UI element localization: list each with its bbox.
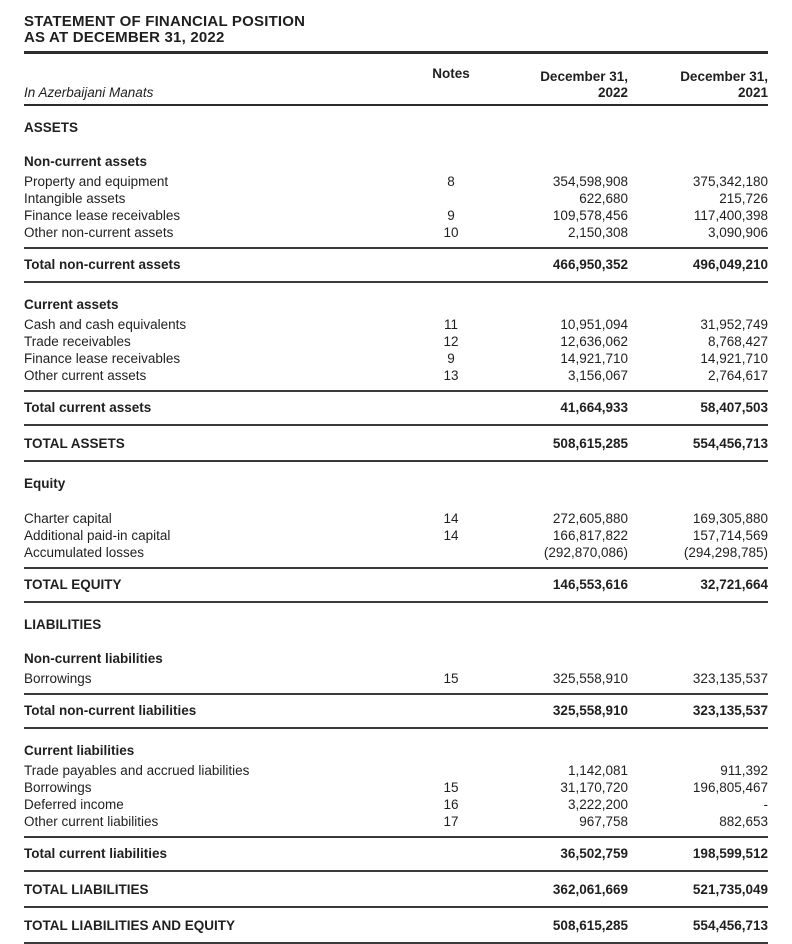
table-row — [24, 173, 768, 190]
page-title-line2: AS AT DECEMBER 31, 2022 — [24, 29, 225, 46]
cell-v2022: 1,142,081 — [567, 762, 628, 778]
table-row — [24, 224, 768, 241]
table-row — [24, 762, 768, 779]
cell-note: 8 — [447, 173, 455, 189]
cell-note — [420, 846, 482, 862]
cell-label: Additional paid-in capital — [24, 527, 171, 543]
cell-v2021: 32,721,664 — [700, 577, 768, 592]
cell-label: Cash and cash equivalents — [24, 316, 187, 332]
cell-v2021 — [628, 476, 768, 492]
cell-note: 12 — [443, 333, 459, 349]
cell-note — [420, 476, 482, 492]
cell-v2021 — [628, 651, 768, 667]
cell-v2021: 31,952,749 — [700, 316, 768, 332]
total-row — [24, 693, 768, 729]
column-header-dec-2022-line1: December 31, — [540, 69, 628, 84]
cell-note: 14 — [443, 527, 459, 543]
table-column-header — [24, 66, 768, 106]
cell-v2022: 31,170,720 — [560, 779, 628, 795]
cell-note — [420, 651, 482, 667]
cell-v2022 — [482, 154, 628, 170]
cell-v2022: 146,553,616 — [552, 577, 628, 592]
cell-label: Current assets — [24, 297, 119, 312]
page-title-line1: STATEMENT OF FINANCIAL POSITION — [24, 13, 306, 30]
cell-note: 15 — [443, 670, 459, 686]
page-title — [24, 14, 768, 46]
cell-note — [420, 154, 482, 170]
cell-label: Deferred income — [24, 796, 124, 812]
table-row — [24, 207, 768, 224]
cell-v2022 — [482, 617, 628, 633]
cell-v2022: 272,605,880 — [552, 510, 628, 526]
group-row — [24, 651, 768, 667]
cell-v2021: 14,921,710 — [700, 350, 768, 366]
cell-note: 15 — [443, 779, 459, 795]
section-row — [24, 476, 768, 492]
cell-label: Other current liabilities — [24, 813, 159, 829]
cell-v2022: 36,502,759 — [560, 846, 628, 861]
cell-note — [420, 743, 482, 759]
cell-v2021: (294,298,785) — [683, 544, 768, 560]
cell-v2021: 8,768,427 — [707, 333, 768, 349]
cell-v2022: 325,558,910 — [552, 670, 628, 686]
cell-v2022: 967,758 — [579, 813, 628, 829]
cell-v2021: 911,392 — [720, 762, 768, 778]
cell-label: Borrowings — [24, 779, 92, 795]
table-row — [24, 779, 768, 796]
cell-label: TOTAL LIABILITIES AND EQUITY — [24, 918, 236, 933]
cell-note — [420, 882, 482, 898]
cell-v2021: 323,135,537 — [692, 703, 768, 718]
cell-v2021: 58,407,503 — [700, 400, 768, 415]
table-row — [24, 796, 768, 813]
cell-label: Current liabilities — [24, 743, 135, 758]
cell-label: Other non-current assets — [24, 224, 174, 240]
cell-v2021: 2,764,617 — [707, 367, 768, 383]
cell-note — [420, 436, 482, 452]
cell-label: Total non-current liabilities — [24, 703, 197, 718]
cell-v2022: 14,921,710 — [560, 350, 628, 366]
cell-v2021: 169,305,880 — [692, 510, 768, 526]
cell-v2021 — [628, 617, 768, 633]
grandtotal-row — [24, 872, 768, 908]
cell-label: LIABILITIES — [24, 617, 102, 632]
table-row — [24, 316, 768, 333]
cell-v2021: 215,726 — [719, 190, 768, 206]
cell-v2022: 10,951,094 — [560, 316, 628, 332]
cell-label: Charter capital — [24, 510, 112, 526]
cell-label: TOTAL LIABILITIES — [24, 882, 149, 897]
cell-label: Trade receivables — [24, 333, 131, 349]
column-header-dec-2021-line2: 2021 — [737, 85, 768, 100]
group-row — [24, 743, 768, 759]
cell-label: ASSETS — [24, 120, 79, 135]
cell-v2022: 622,680 — [579, 190, 628, 206]
statement-table-body — [24, 106, 768, 944]
total-row — [24, 247, 768, 283]
cell-v2021: 117,400,398 — [693, 207, 768, 223]
cell-note: 9 — [447, 207, 455, 223]
cell-v2022: 41,664,933 — [560, 400, 628, 415]
cell-note — [420, 918, 482, 934]
column-header-dec-2022 — [482, 69, 628, 101]
table-row — [24, 350, 768, 367]
cell-note: 14 — [443, 510, 459, 526]
cell-v2022: 362,061,669 — [552, 882, 628, 897]
cell-label: Borrowings — [24, 670, 92, 686]
cell-v2022: 109,578,456 — [552, 207, 628, 223]
cell-label: Equity — [24, 476, 66, 491]
cell-v2022: (292,870,086) — [543, 544, 628, 560]
cell-label: Total non-current assets — [24, 257, 181, 272]
cell-label: Finance lease receivables — [24, 350, 181, 366]
group-row — [24, 154, 768, 170]
cell-note — [420, 763, 482, 779]
cell-v2022: 12,636,062 — [560, 333, 628, 349]
cell-note: 16 — [443, 796, 459, 812]
section-row — [24, 120, 768, 136]
cell-note — [420, 617, 482, 633]
column-header-dec-2021 — [628, 69, 768, 101]
cell-v2022: 508,615,285 — [552, 436, 628, 451]
cell-v2022: 166,817,822 — [552, 527, 628, 543]
cell-v2021 — [628, 154, 768, 170]
section-row — [24, 617, 768, 633]
table-row — [24, 527, 768, 544]
cell-v2021: 554,456,713 — [692, 436, 768, 451]
cell-label: Other current assets — [24, 367, 147, 383]
cell-label: Trade payables and accrued liabilities — [24, 762, 250, 778]
cell-v2021: 554,456,713 — [692, 918, 768, 933]
cell-note: 17 — [443, 813, 459, 829]
cell-v2021: - — [763, 796, 768, 812]
cell-note — [420, 577, 482, 593]
grandtotal-row — [24, 426, 768, 462]
cell-v2021: 157,714,569 — [692, 527, 768, 543]
cell-v2022: 325,558,910 — [552, 703, 628, 718]
cell-v2021: 521,735,049 — [692, 882, 768, 897]
cell-label: Non-current liabilities — [24, 651, 163, 666]
cell-label: Total current liabilities — [24, 846, 168, 861]
cell-v2022: 3,156,067 — [567, 367, 628, 383]
cell-v2021: 375,342,180 — [692, 173, 768, 189]
cell-v2021: 323,135,537 — [692, 670, 768, 686]
unit-label: In Azerbaijani Manats — [24, 85, 154, 100]
cell-label: Property and equipment — [24, 173, 169, 189]
column-header-notes: Notes — [432, 66, 470, 81]
column-header-dec-2021-line1: December 31, — [680, 69, 768, 84]
cell-note — [420, 297, 482, 313]
table-row — [24, 333, 768, 350]
cell-label: Accumulated losses — [24, 544, 145, 560]
cell-note: 11 — [443, 316, 458, 332]
total-row — [24, 390, 768, 426]
cell-note — [420, 400, 482, 416]
cell-v2022 — [482, 120, 628, 136]
cell-note — [420, 545, 482, 561]
table-row — [24, 544, 768, 561]
group-row — [24, 297, 768, 313]
total-row — [24, 836, 768, 872]
cell-v2021: 196,805,467 — [692, 779, 768, 795]
cell-label: Non-current assets — [24, 154, 148, 169]
cell-label: Total current assets — [24, 400, 152, 415]
cell-v2021 — [628, 297, 768, 313]
cell-v2022 — [482, 743, 628, 759]
cell-v2021: 882,653 — [719, 813, 768, 829]
cell-v2022: 466,950,352 — [552, 257, 628, 272]
column-header-dec-2022-line2: 2022 — [597, 85, 628, 100]
cell-v2022: 3,222,200 — [567, 796, 628, 812]
cell-v2021: 496,049,210 — [692, 257, 768, 272]
cell-v2022: 2,150,308 — [567, 224, 628, 240]
grandtotal-row — [24, 567, 768, 603]
cell-note — [420, 703, 482, 719]
cell-note — [420, 191, 482, 207]
table-row — [24, 367, 768, 384]
cell-note: 9 — [447, 350, 455, 366]
cell-v2022 — [482, 297, 628, 313]
cell-note: 13 — [443, 367, 459, 383]
table-row — [24, 510, 768, 527]
cell-v2022: 508,615,285 — [552, 918, 628, 933]
cell-v2022 — [482, 476, 628, 492]
cell-label: TOTAL ASSETS — [24, 436, 125, 451]
table-row — [24, 190, 768, 207]
cell-v2022: 354,598,908 — [552, 173, 628, 189]
cell-v2022 — [482, 651, 628, 667]
cell-label: TOTAL EQUITY — [24, 577, 122, 592]
cell-v2021 — [628, 120, 768, 136]
cell-label: Intangible assets — [24, 190, 126, 206]
cell-note — [420, 257, 482, 273]
table-row — [24, 813, 768, 830]
cell-v2021: 198,599,512 — [692, 846, 768, 861]
cell-label: Finance lease receivables — [24, 207, 181, 223]
cell-note: 10 — [443, 224, 459, 240]
grandtotal-row — [24, 908, 768, 944]
cell-note — [420, 120, 482, 136]
cell-v2021: 3,090,906 — [707, 224, 768, 240]
table-row — [24, 670, 768, 687]
cell-v2021 — [628, 743, 768, 759]
title-divider — [24, 51, 768, 54]
